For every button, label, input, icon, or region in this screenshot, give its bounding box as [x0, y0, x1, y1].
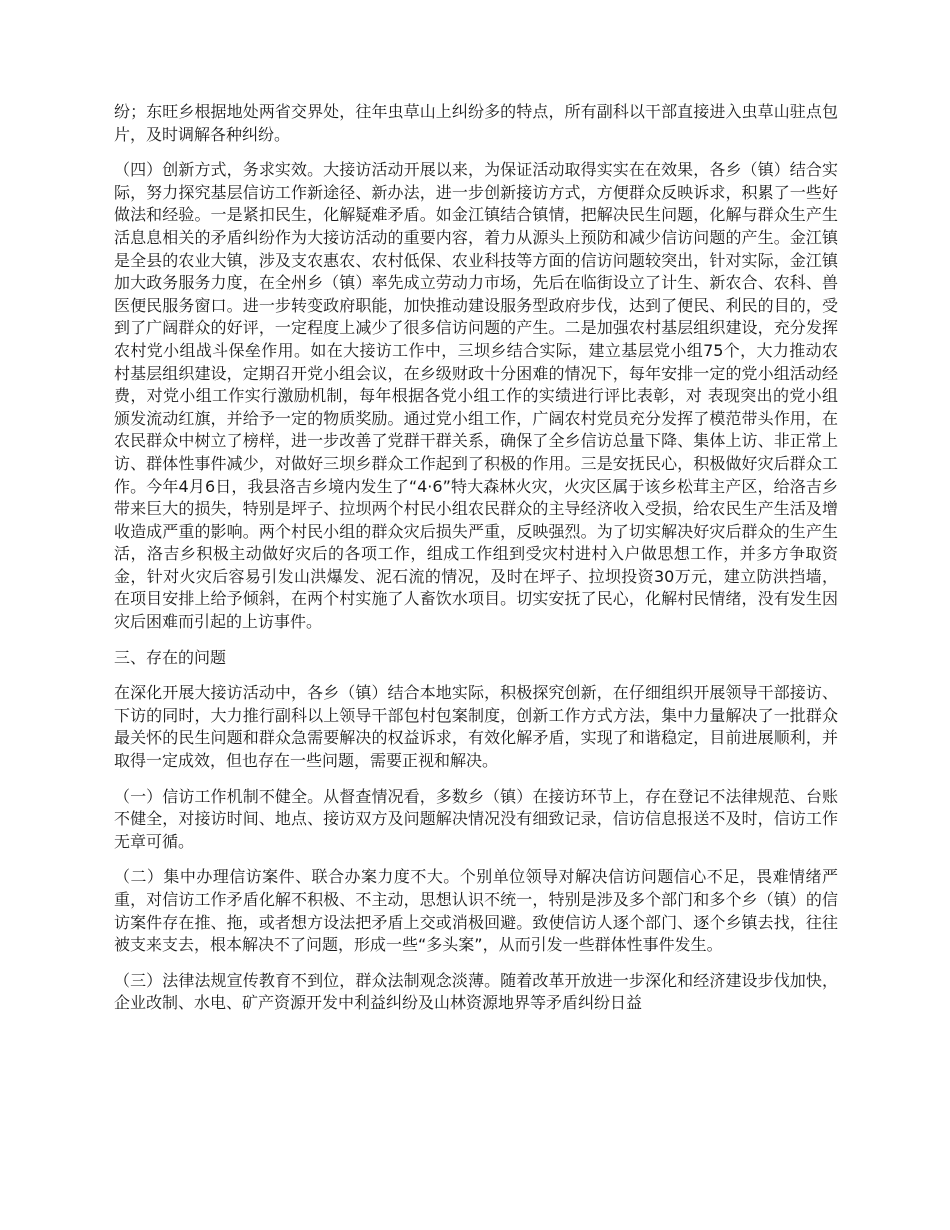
paragraph-joint-handling-weak: （二）集中办理信访案件、联合办案力度不大。个别单位领导对解决信访问题信心不足，畏难情绪严重，对信访工作矛盾化解不积极、不主动，思想认识不统一，特别是涉及多个部门和多个乡（镇）的信访案件存在推、拖，或者想方设法把矛盾上交或消极回避。致使信访人逐个部门、逐个乡镇去找，往往被支来支去，根本解决不了问题，形成一些“多头案”，从而引发一些群体性事件发生。: [114, 867, 838, 955]
paragraph-dongwang-dispute: 纷；东旺乡根据地处两省交界处，往年虫草山上纠纷多的特点，所有副科以干部直接进入虫草山驻点包片，及时调解各种纠纷。: [114, 102, 838, 144]
paragraph-mechanism-incomplete: （一）信访工作机制不健全。从督查情况看，多数乡（镇）在接访环节上，存在登记不法律规范、台账不健全，对接访时间、地点、接访双方及问题解决情况没有细致记录，信访信息报送不及时，信访工作无章可循。: [114, 786, 838, 851]
section-heading-existing-problems: 三、存在的问题: [114, 647, 227, 667]
paragraph-innovate-methods: （四）创新方式，务求实效。大接访活动开展以来，为保证活动取得实实在在效果，各乡（镇）结合实际，努力探究基层信访工作新途径、新办法，进一步创新接访方式，方便群众反映诉求，积累了一些好做法和经验。一是紧扣民生，化解疑难矛盾。如金江镇结合镇情，把解决民生问题，化解与群众生产生活息息相关的矛盾纠纷作为大接访活动的重要内容，着力从源头上预防和减少信访问题的产生。金江镇是全县的农业大镇，涉及支农惠农、农村低保、农业科技等方面的信访问题较突出，针对实际，金江镇加大政务服务力度，在全州乡（镇）率先成立劳动力市场，先后在临街设立了计生、新农合、农科、兽医便民服务窗口。进一步转变政府职能，加快推动建设服务型政府步伐，达到了便民、利民的目的，受到了广阔群众的好评，一定程度上减少了很多信访问题的产生。二是加强农村基层组织建设，充分发挥农村党小组战斗保垒作用。如在大接访工作中，三坝乡结合实际，建立基层党小组75个，大力推动农村基层组织建设，定期召开党小组会议，在乡级财政十分困难的情况下，每年安排一定的党小组活动经费，对党小组工作实行激励机制，每年根据各党小组工作的实绩进行评比表彰，对 表现突出的党小组颁发流动红旗，并给予一定的物质奖励。通过党小组工作，广阔农村党员充分发挥了模范带头作用，在农民群众中树立了榜样，进一步改善了党群干群关系，确保了全乡信访总量下降、集体上访、非正常上访、群体性事件减少，对做好三坝乡群众工作起到了积极的作用。三是安抚民心，积极做好灾后群众工作。今年4月6日，我县洛吉乡境内发生了“4·6”特大森林火灾，火灾区属于该乡松茸主产区，给洛吉乡带来巨大的损失，特别是坪子、拉坝两个村民小组农民群众的主导经济收入受损，给农民生产生活及增收造成严重的影响。两个村民小组的群众灾后损失严重，反映强烈。为了切实解决好灾后群众的生产生活，洛吉乡积极主动做好灾后的各项工作，组成工作组到受灾村进村入户做思想工作，并多方争取资金，针对火灾后容易引发山洪爆发、泥石流的情况，及时在坪子、拉坝投资30万元，建立防洪挡墙，在项目安排上给予倾斜，在两个村实施了人畜饮水项目。切实安抚了民心，化解村民情绪，没有发生因灾后困难而引起的上访事件。: [114, 160, 838, 632]
paragraph-legal-education-insufficient: （三）法律法规宣传教育不到位，群众法制观念淡薄。随着改革开放进一步深化和经济建设步伐加快，企业改制、水电、矿产资源开发中利益纠纷及山林资源地界等矛盾纠纷日益: [114, 970, 838, 1013]
paragraph-problems-intro: 在深化开展大接访活动中，各乡（镇）结合本地实际，积极探究创新，在仔细组织开展领导干部接访、下访的同时，大力推行副科以上领导干部包村包案制度，创新工作方式方法，集中力量解决了一批群众最关怀的民生问题和群众急需要解决的权益诉求，有效化解矛盾，实现了和谐稳定，目前进展顺利，并取得一定成效，但也存在一些问题，需要正视和解决。: [114, 683, 838, 771]
